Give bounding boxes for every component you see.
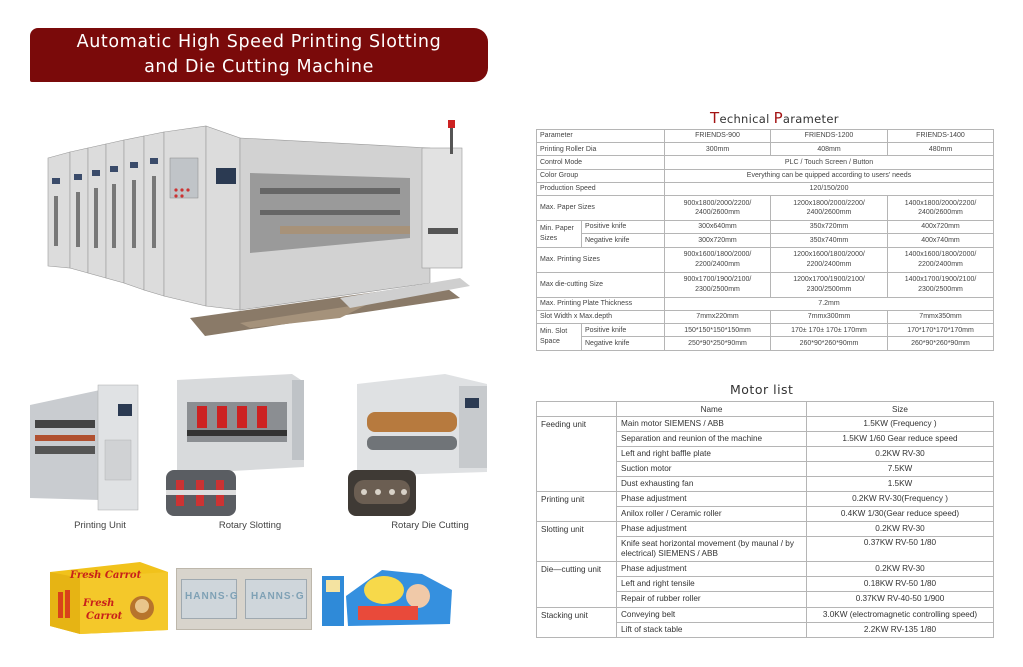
rotary-slotting-caption: Rotary Slotting	[218, 520, 282, 531]
rotary-die-cutting-caption: Rotary Die Cutting	[391, 520, 469, 531]
table-cell: 400x740mm	[888, 234, 994, 247]
table-cell: Max. Paper Sizes	[537, 195, 665, 220]
table-cell: Separation and reunion of the machine	[617, 432, 807, 447]
table-cell: 900x1800/2000/2200/ 2400/2600mm	[665, 195, 771, 220]
table-cell: Production Speed	[537, 182, 665, 195]
table-cell: 0.18KW RV-50 1/80	[807, 577, 994, 592]
table-row	[537, 324, 994, 337]
tp-title-cap-1: T	[710, 109, 720, 127]
table-row	[537, 311, 994, 324]
table-cell: 1.5KW 1/60 Gear reduce speed	[807, 432, 994, 447]
table-row	[537, 182, 994, 195]
table-cell: FRIENDS-1200	[771, 130, 888, 143]
table-cell: 0.2KW RV-30(Frequency )	[807, 492, 994, 507]
table-header-row	[537, 402, 994, 417]
table-row	[537, 492, 994, 507]
table-cell: 250*90*250*90mm	[665, 337, 771, 350]
table-cell: Parameter	[537, 130, 665, 143]
table-cell: Anilox roller / Ceramic roller	[617, 507, 807, 522]
min-slot-label-2: Space	[540, 337, 560, 345]
table-row	[537, 562, 994, 577]
table-row	[537, 247, 994, 272]
table-cell: Color Group	[537, 169, 665, 182]
table-cell: FRIENDS-1400	[888, 130, 994, 143]
table-row	[537, 221, 994, 234]
table-cell: Left and right tensile	[617, 577, 807, 592]
table-cell: 1200x1600/1800/2000/ 2200/2400mm	[771, 247, 888, 272]
table-cell: 1.5KW (Frequency )	[807, 417, 994, 432]
carrot-box-image	[50, 562, 168, 634]
technical-parameter-title	[710, 109, 839, 127]
table-cell: Slot Width x Max.depth	[537, 311, 665, 324]
table-cell: Control Mode	[537, 156, 665, 169]
display-stand-image	[322, 566, 457, 632]
table-cell: Dust exhausting fan	[617, 477, 807, 492]
table-cell: Repair of rubber roller	[617, 592, 807, 607]
table-cell: 900x1700/1900/2100/ 2300/2500mm	[665, 272, 771, 297]
table-cell: Negative knife	[582, 337, 665, 350]
page-title-banner	[30, 28, 488, 82]
table-cell: 408mm	[771, 143, 888, 156]
table-row	[537, 272, 994, 297]
rotary-die-cutting-image	[355, 372, 490, 480]
table-cell: 3.0KW (electromagnetic controlling speed)	[807, 607, 994, 622]
table-cell: 1400x1600/1800/2000/ 2200/2400mm	[888, 247, 994, 272]
rotary-slotting-image	[172, 372, 308, 480]
table-cell: 350x740mm	[771, 234, 888, 247]
table-cell: 350x720mm	[771, 221, 888, 234]
rotary-slotting-detail-image	[166, 470, 236, 516]
table-cell: 1400x1700/1900/2100/ 2300/2500mm	[888, 272, 994, 297]
table-row	[537, 297, 994, 310]
table-cell: Main motor SIEMENS / ABB	[617, 417, 807, 432]
table-header-cell	[537, 402, 617, 417]
hanns-box-logo-2: HANNS·G	[251, 591, 305, 602]
min-slot-label-1: Min. Slot	[540, 328, 568, 336]
table-cell: 300x720mm	[665, 234, 771, 247]
table-row	[537, 522, 994, 537]
hanns-box-logo-1: HANNS·G	[185, 591, 239, 602]
table-row	[537, 234, 994, 247]
table-cell: 400x720mm	[888, 221, 994, 234]
table-cell: 7mmx350mm	[888, 311, 994, 324]
printing-unit-image	[30, 380, 140, 515]
tp-title-cap-2: P	[773, 109, 783, 127]
table-cell: Negative knife	[582, 234, 665, 247]
table-cell: 170*170*170*170mm	[888, 324, 994, 337]
table-cell: 0.2KW RV-30	[807, 562, 994, 577]
table-cell: 300mm	[665, 143, 771, 156]
table-cell: 1200x1700/1900/2100/ 2300/2500mm	[771, 272, 888, 297]
table-cell: 260*90*260*90mm	[888, 337, 994, 350]
table-row	[537, 337, 994, 350]
tp-title-rest-2: arameter	[782, 112, 839, 126]
table-row	[537, 143, 994, 156]
main-machine-image	[40, 118, 480, 340]
table-row	[537, 607, 994, 622]
carrot-box-top-text: Fresh Carrot	[70, 570, 142, 581]
table-cell: 260*90*260*90mm	[771, 337, 888, 350]
motor-group-feeding: Feeding unit	[537, 417, 617, 492]
table-cell: 2.2KW RV-135 1/80	[807, 622, 994, 637]
table-cell: 7mmx220mm	[665, 311, 771, 324]
table-cell: 7mmx300mm	[771, 311, 888, 324]
table-cell: Phase adjustment	[617, 522, 807, 537]
table-cell: 150*150*150*150mm	[665, 324, 771, 337]
motor-group-stacking: Stacking unit	[537, 607, 617, 637]
table-row	[537, 417, 994, 432]
table-cell: Positive knife	[582, 221, 665, 234]
table-cell: 480mm	[888, 143, 994, 156]
motor-group-slotting: Slotting unit	[537, 522, 617, 562]
table-header-cell: Name	[617, 402, 807, 417]
table-cell: 1.5KW	[807, 477, 994, 492]
table-cell: 0.37KW RV-40-50 1/900	[807, 592, 994, 607]
table-cell	[537, 324, 582, 350]
page-title-line-2: and Die Cutting Machine	[144, 57, 374, 77]
table-cell: Phase adjustment	[617, 492, 807, 507]
table-row	[537, 130, 994, 143]
table-row	[537, 169, 994, 182]
motor-group-printing: Printing unit	[537, 492, 617, 522]
table-row	[537, 156, 994, 169]
table-cell: Printing Roller Dia	[537, 143, 665, 156]
hanns-box-image	[176, 568, 312, 630]
table-cell: Left and right baffle plate	[617, 447, 807, 462]
table-cell: Everything can be quipped according to users' needs	[665, 169, 994, 182]
table-cell: 7.2mm	[665, 297, 994, 310]
page-title-line-1: Automatic High Speed Printing Slotting	[76, 32, 442, 52]
table-cell: 900x1600/1800/2000/ 2200/2400mm	[665, 247, 771, 272]
table-cell: 0.4KW 1/30(Gear reduce speed)	[807, 507, 994, 522]
carrot-box-side-text-2: Carrot	[86, 611, 123, 622]
table-cell: Lift of stack table	[617, 622, 807, 637]
rotary-die-detail-image	[348, 470, 416, 516]
table-row	[537, 195, 994, 220]
table-cell: Max. Printing Plate Thickness	[537, 297, 665, 310]
technical-parameter-table	[536, 129, 994, 351]
carrot-box-side-text-1: Fresh	[83, 598, 115, 609]
table-cell: 120/150/200	[665, 182, 994, 195]
table-cell: Knife seat horizontal movement (by maunal / by electrical) SIEMENS / ABB	[617, 537, 807, 562]
table-cell: Positive knife	[582, 324, 665, 337]
table-cell: Suction motor	[617, 462, 807, 477]
table-cell: FRIENDS-900	[665, 130, 771, 143]
motor-list-table	[536, 401, 994, 638]
table-cell: PLC / Touch Screen / Button	[665, 156, 994, 169]
table-cell: Max. Printing Sizes	[537, 247, 665, 272]
table-cell: 0.2KW RV-30	[807, 447, 994, 462]
table-cell: Max die-cutting Size	[537, 272, 665, 297]
table-cell: Min. Paper Sizes	[537, 221, 582, 247]
motor-list-title: Motor list	[730, 382, 794, 397]
table-cell: 1400x1800/2000/2200/ 2400/2600mm	[888, 195, 994, 220]
table-cell: Phase adjustment	[617, 562, 807, 577]
motor-group-die-cutting: Die—cutting unit	[537, 562, 617, 607]
table-cell: 300x640mm	[665, 221, 771, 234]
table-cell: 1200x1800/2000/2200/ 2400/2600mm	[771, 195, 888, 220]
table-cell: Conveying belt	[617, 607, 807, 622]
tp-title-rest-1: echnical	[719, 112, 774, 126]
table-cell: 0.37KW RV-50 1/80	[807, 537, 994, 562]
table-cell: 0.2KW RV-30	[807, 522, 994, 537]
table-header-cell: Size	[807, 402, 994, 417]
table-cell: 170± 170± 170± 170mm	[771, 324, 888, 337]
printing-unit-caption: Printing Unit	[74, 520, 126, 531]
table-cell: 7.5KW	[807, 462, 994, 477]
